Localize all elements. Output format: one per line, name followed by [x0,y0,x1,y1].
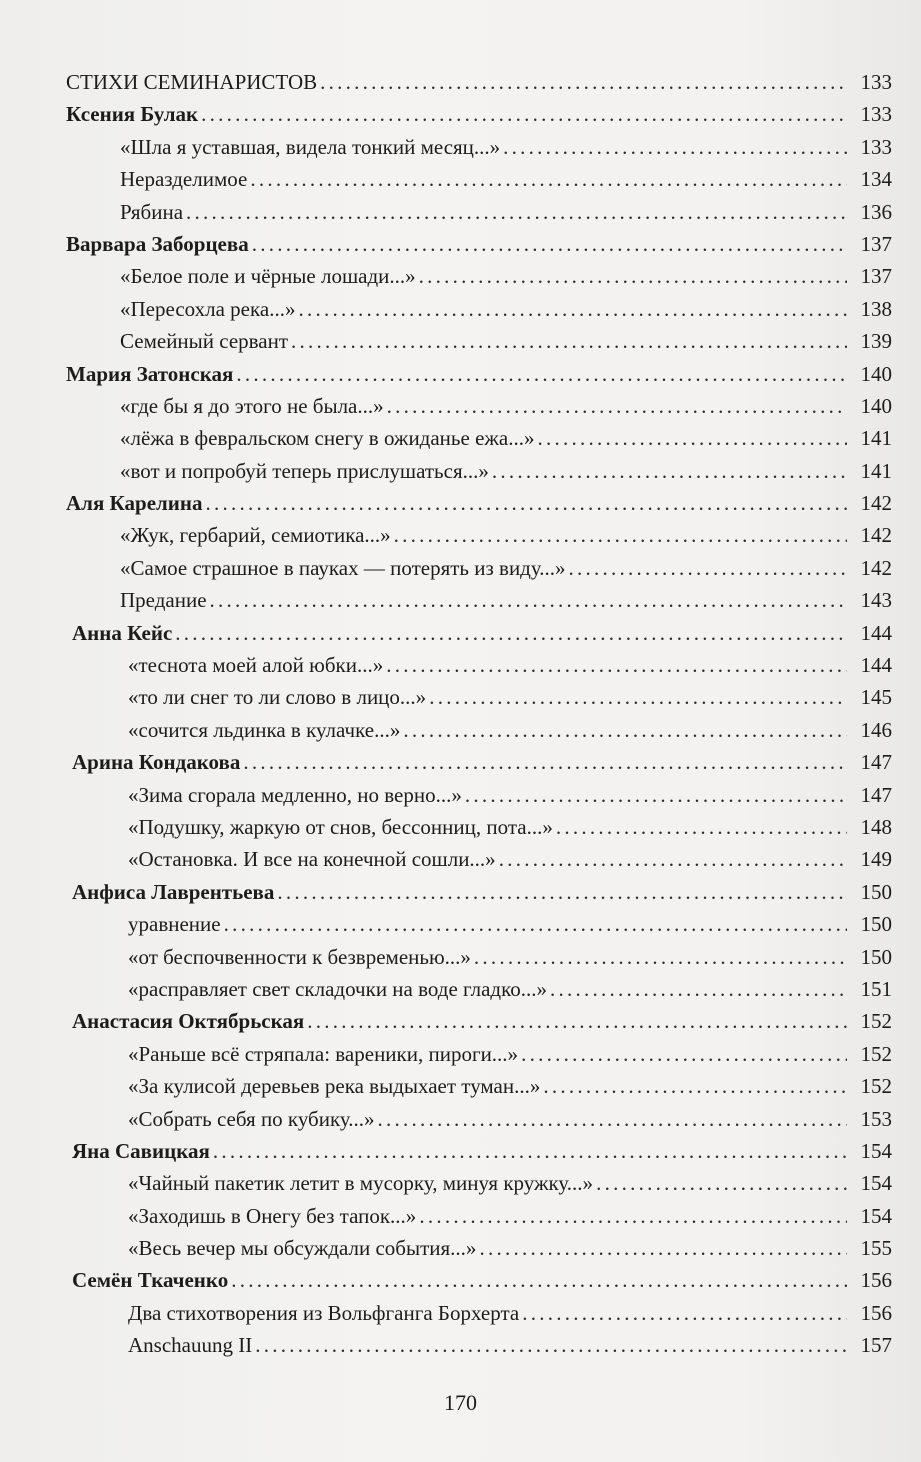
toc-entry-title: Анфиса Лаврентьева [72,879,275,904]
toc-entry-title: «Белое поле и чёрные лошади...» [120,264,416,289]
toc-entry-page: 152 [860,1009,892,1034]
toc-entry-page: 155 [860,1236,892,1261]
toc-poem-entry [64,1329,892,1361]
toc-entry-title: Предание [120,588,207,613]
dot-leader [307,1005,847,1037]
toc-author-entry [64,1264,892,1296]
toc-entry-page: 139 [860,329,892,354]
dot-leader [378,1103,847,1135]
dot-leader [394,519,847,551]
toc-entry-page: 144 [860,653,892,678]
toc-entry-page: 133 [860,134,892,159]
toc-entry-title: «теснота моей алой юбки...» [128,653,384,678]
dot-leader [243,746,847,778]
toc-entry-page: 153 [860,1106,892,1131]
dot-leader [236,358,847,390]
toc-entry-page: 133 [860,70,892,94]
toc-entry-page: 156 [860,1300,892,1325]
toc-poem-entry [64,163,892,195]
dot-leader [550,973,847,1005]
toc-poem-entry [64,649,892,681]
toc-author-entry [64,876,892,908]
toc-poem-entry [64,973,892,1005]
toc-entry-title: Анна Кейс [72,620,173,645]
toc-entry-page: 147 [860,782,892,807]
toc-entry-title: уравнение [128,912,221,937]
dot-leader [186,196,847,228]
toc-author-entry [64,746,892,778]
dot-leader [252,228,847,260]
dot-leader [569,552,847,584]
toc-entry-page: 144 [860,620,892,645]
dot-leader [206,487,848,519]
dot-leader [250,163,847,195]
toc-entry-title: Семён Ткаченко [72,1268,229,1293]
toc-entry-title: «Жук, гербарий, семиотика...» [120,523,391,548]
toc-entry-page: 140 [860,361,892,386]
toc-entry-title: Варвара Заборцева [66,231,249,256]
toc-author-entry [64,1135,892,1167]
toc-poem-entry [64,552,892,584]
toc-author-entry [64,617,892,649]
dot-leader [521,1038,847,1070]
toc-entry-page: 137 [860,231,892,256]
toc-poem-entry [64,714,892,746]
toc-poem-entry [64,1232,892,1264]
dot-leader [320,66,847,98]
dot-leader [465,779,847,811]
toc-entry-title: Anschauung II [128,1333,253,1358]
toc-entry-title: «от беспочвенности к безвременью...» [128,944,471,969]
toc-entry-title: Семейный сервант [120,329,289,354]
dot-leader [403,714,847,746]
toc-entry-page: 142 [860,555,892,580]
toc-entry-page: 136 [860,199,892,224]
toc-entry-title: «сочится льдинка в кулачке...» [128,717,401,742]
toc-entry-page: 148 [860,814,892,839]
dot-leader [479,1232,847,1264]
toc-entry-page: 154 [860,1138,892,1163]
toc-author-entry [64,358,892,390]
toc-entry-page: 134 [860,167,892,192]
toc-entry-page: 141 [860,426,892,451]
toc-entry-title: «Раньше всё стряпала: вареники, пироги...» [128,1041,519,1066]
dot-leader [277,876,847,908]
toc-poem-entry [64,1297,892,1329]
dot-leader [556,811,847,843]
toc-poem-entry [64,1038,892,1070]
dot-leader [210,584,847,616]
toc-poem-entry [64,1200,892,1232]
toc-entry-page: 157 [860,1333,892,1358]
dot-leader [291,325,847,357]
dot-leader [387,390,847,422]
toc-entry-title: «Пересохла река...» [120,296,296,321]
toc-entry-title: Аля Карелина [66,491,203,516]
dot-leader [255,1329,847,1361]
toc-poem-entry [64,811,892,843]
toc-poem-entry [64,941,892,973]
toc-entry-page: 142 [860,491,892,516]
toc-entry-title: «Шла я уставшая, видела тонкий месяц...» [120,134,501,159]
toc-poem-entry [64,293,892,325]
dot-leader [175,617,847,649]
toc-poem-entry [64,1070,892,1102]
toc-entry-page: 140 [860,393,892,418]
toc-entry-title: Два стихотворения из Вольфганга Борхерта [128,1300,520,1325]
toc-entry-title: Анастасия Октябрьская [72,1009,305,1034]
table-of-contents [64,66,892,1362]
toc-entry-title: Неразделимое [120,167,248,192]
toc-entry-page: 147 [860,750,892,775]
toc-entry-page: 133 [860,102,892,127]
toc-entry-page: 146 [860,717,892,742]
toc-entry-title: «где бы я до этого не была...» [120,393,384,418]
toc-author-entry [64,228,892,260]
toc-entry-page: 156 [860,1268,892,1293]
toc-entry-title: «За кулисой деревьев река выдыхает туман...» [128,1074,541,1099]
toc-author-entry [64,1005,892,1037]
toc-author-entry [64,487,892,519]
toc-section-heading [64,66,892,98]
toc-poem-entry [64,260,892,292]
dot-leader [596,1167,847,1199]
toc-entry-title: СТИХИ СЕМИНАРИСТОВ [66,70,318,94]
dot-leader [419,260,847,292]
toc-entry-page: 154 [860,1171,892,1196]
toc-entry-page: 145 [860,685,892,710]
dot-leader [499,843,847,875]
toc-poem-entry [64,908,892,940]
toc-entry-page: 151 [860,976,892,1001]
toc-entry-page: 149 [860,847,892,872]
toc-entry-title: «Самое страшное в пауках — потерять из виду...» [120,555,566,580]
toc-entry-title: «Остановка. И все на конечной сошли...» [128,847,496,872]
toc-poem-entry [64,779,892,811]
toc-entry-page: 138 [860,296,892,321]
toc-poem-entry [64,196,892,228]
toc-entry-title: «Зима сгорала медленно, но верно...» [128,782,462,807]
page-number: 170 [444,1390,477,1415]
toc-entry-page: 152 [860,1041,892,1066]
toc-poem-entry [64,131,892,163]
toc-poem-entry [64,843,892,875]
toc-poem-entry [64,584,892,616]
toc-entry-page: 150 [860,944,892,969]
toc-entry-title: «вот и попробуй теперь прислушаться...» [120,458,489,483]
toc-author-entry [64,98,892,130]
toc-entry-title: «Заходишь в Онегу без тапок...» [128,1203,417,1228]
dot-leader [224,908,847,940]
toc-entry-title: «Чайный пакетик летит в мусорку, минуя кружку...» [128,1171,594,1196]
toc-entry-page: 150 [860,879,892,904]
toc-poem-entry [64,455,892,487]
toc-poem-entry [64,1167,892,1199]
toc-entry-title: «Собрать себя по кубику...» [128,1106,375,1131]
toc-entry-page: 154 [860,1203,892,1228]
dot-leader [213,1135,847,1167]
toc-entry-title: «Весь вечер мы обсуждали события...» [128,1236,477,1261]
toc-poem-entry [64,325,892,357]
toc-poem-entry [64,422,892,454]
toc-poem-entry [64,681,892,713]
toc-entry-page: 150 [860,912,892,937]
dot-leader [429,681,847,713]
toc-entry-page: 137 [860,264,892,289]
dot-leader [537,422,847,454]
toc-entry-title: Арина Кондакова [72,750,241,775]
dot-leader [522,1297,847,1329]
toc-entry-page: 142 [860,523,892,548]
toc-poem-entry [64,1103,892,1135]
dot-leader [201,98,847,130]
toc-entry-title: «расправляет свет складочки на воде гладко...» [128,976,547,1001]
toc-entry-title: «лёжа в февральском снегу в ожиданье ежа...» [120,426,535,451]
toc-entry-title: Мария Затонская [66,361,234,386]
toc-entry-title: «то ли снег то ли слово в лицо...» [128,685,427,710]
dot-leader [503,131,847,163]
toc-entry-title: Ксения Булак [66,102,199,127]
toc-entry-page: 152 [860,1074,892,1099]
dot-leader [386,649,847,681]
toc-poem-entry [64,519,892,551]
toc-entry-title: Яна Савицкая [72,1138,210,1163]
dot-leader [419,1200,847,1232]
dot-leader [231,1264,847,1296]
toc-entry-page: 141 [860,458,892,483]
toc-entry-page: 143 [860,588,892,613]
toc-entry-title: «Подушку, жаркую от снов, бессонниц, пота...» [128,814,553,839]
toc-poem-entry [64,390,892,422]
dot-leader [543,1070,847,1102]
dot-leader [298,293,847,325]
toc-entry-title: Рябина [120,199,184,224]
dot-leader [492,455,847,487]
dot-leader [474,941,847,973]
